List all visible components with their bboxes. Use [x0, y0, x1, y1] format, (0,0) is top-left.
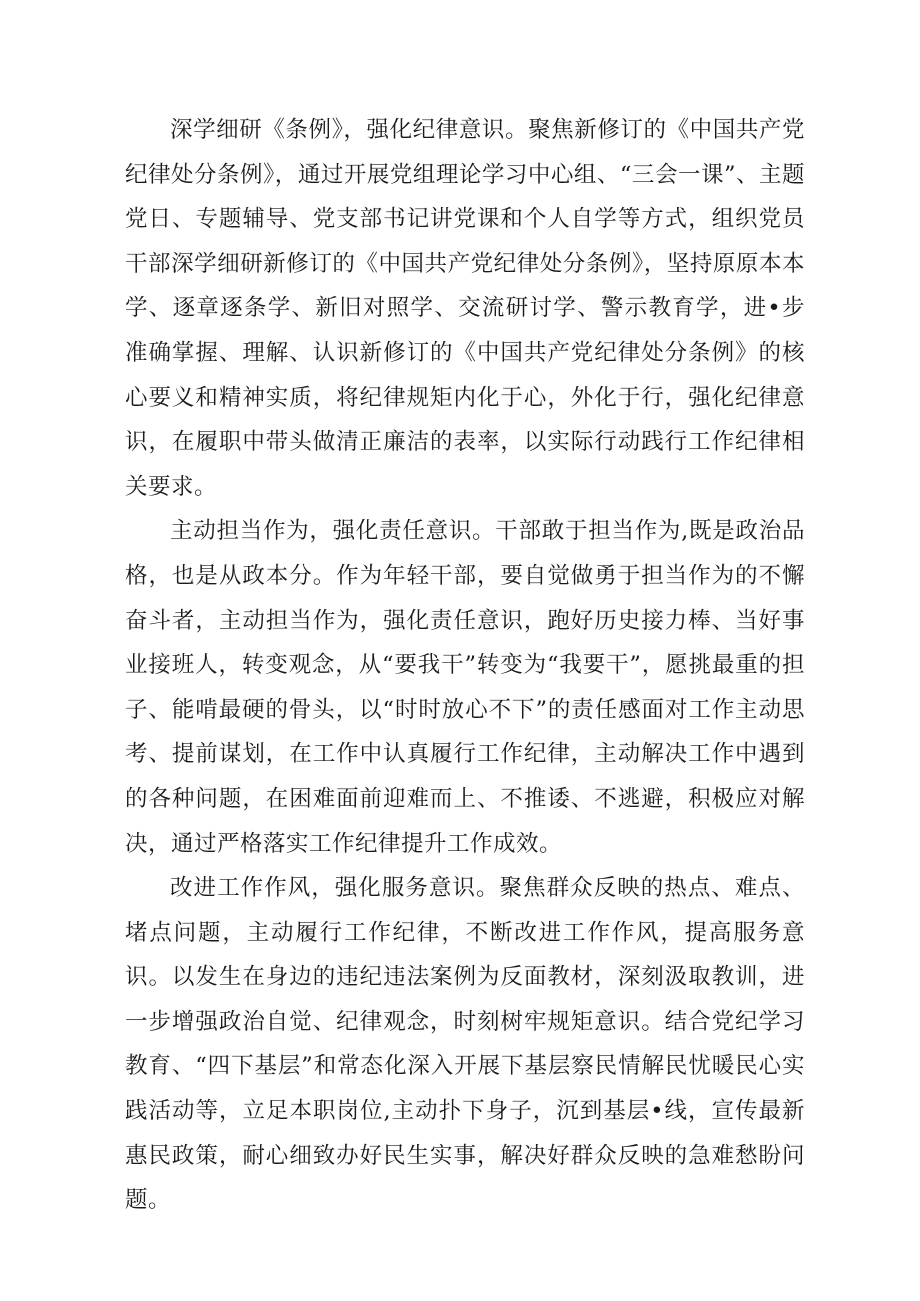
paragraph-service-awareness: 改进工作作风，强化服务意识。聚焦群众反映的热点、难点、堵点问题，主动履行工作纪律，不断改进工作作风，提高服务意识。以发生在身边的违纪违法案例为反面教材，深刻汲取教训，进一步增强政治自觉、纪律观念，时刻树牢规矩意识。结合党纪学习教育、“四下基层”和常态化深入开展下基层察民情解民忧暖民心实践活动等，立足本职岗位,主动扑下身子，沉到基层•线，宣传最新惠民政策，耐心细致办好民生实事，解决好群众反映的急难愁盼问题。 — [125, 875, 805, 1214]
document-body — [125, 108, 805, 1223]
paragraph-discipline-awareness: 深学细研《条例》，强化纪律意识。聚焦新修订的《中国共产党纪律处分条例》，通过开展党组理论学习中心组、“三会一课”、主题党日、专题辅导、党支部书记讲党课和个人自学等方式，组织党员干部深学细研新修订的《中国共产党纪律处分条例》，坚持原原本本学、逐章逐条学、新旧对照学、交流研讨学、警示教育学，进•步准确掌握、理解、认识新修订的《中国共产党纪律处分条例》的核心要义和精神实质，将纪律规矩内化于心，外化于行，强化纪律意识，在履职中带头做清正廉洁的表率，以实际行动践行工作纪律相关要求。 — [125, 117, 805, 500]
paragraph-responsibility-awareness: 主动担当作为，强化责任意识。干部敢于担当作为,既是政治品格，也是从政本分。作为年轻干部，要自觉做勇于担当作为的不懈奋斗者，主动担当作为，强化责任意识，跑好历史接力棒、当好事业接班人，转变观念，从“要我干”转变为“我要干”，愿挑最重的担子、能啃最硬的骨头，以“时时放心不下”的责任感面对工作主动思考、提前谋划，在工作中认真履行工作纪律，主动解决工作中遇到的各种问题，在困难面前迎难而上、不推诿、不逃避，积极应对解决，通过严格落实工作纪律提升工作成效。 — [125, 518, 805, 857]
